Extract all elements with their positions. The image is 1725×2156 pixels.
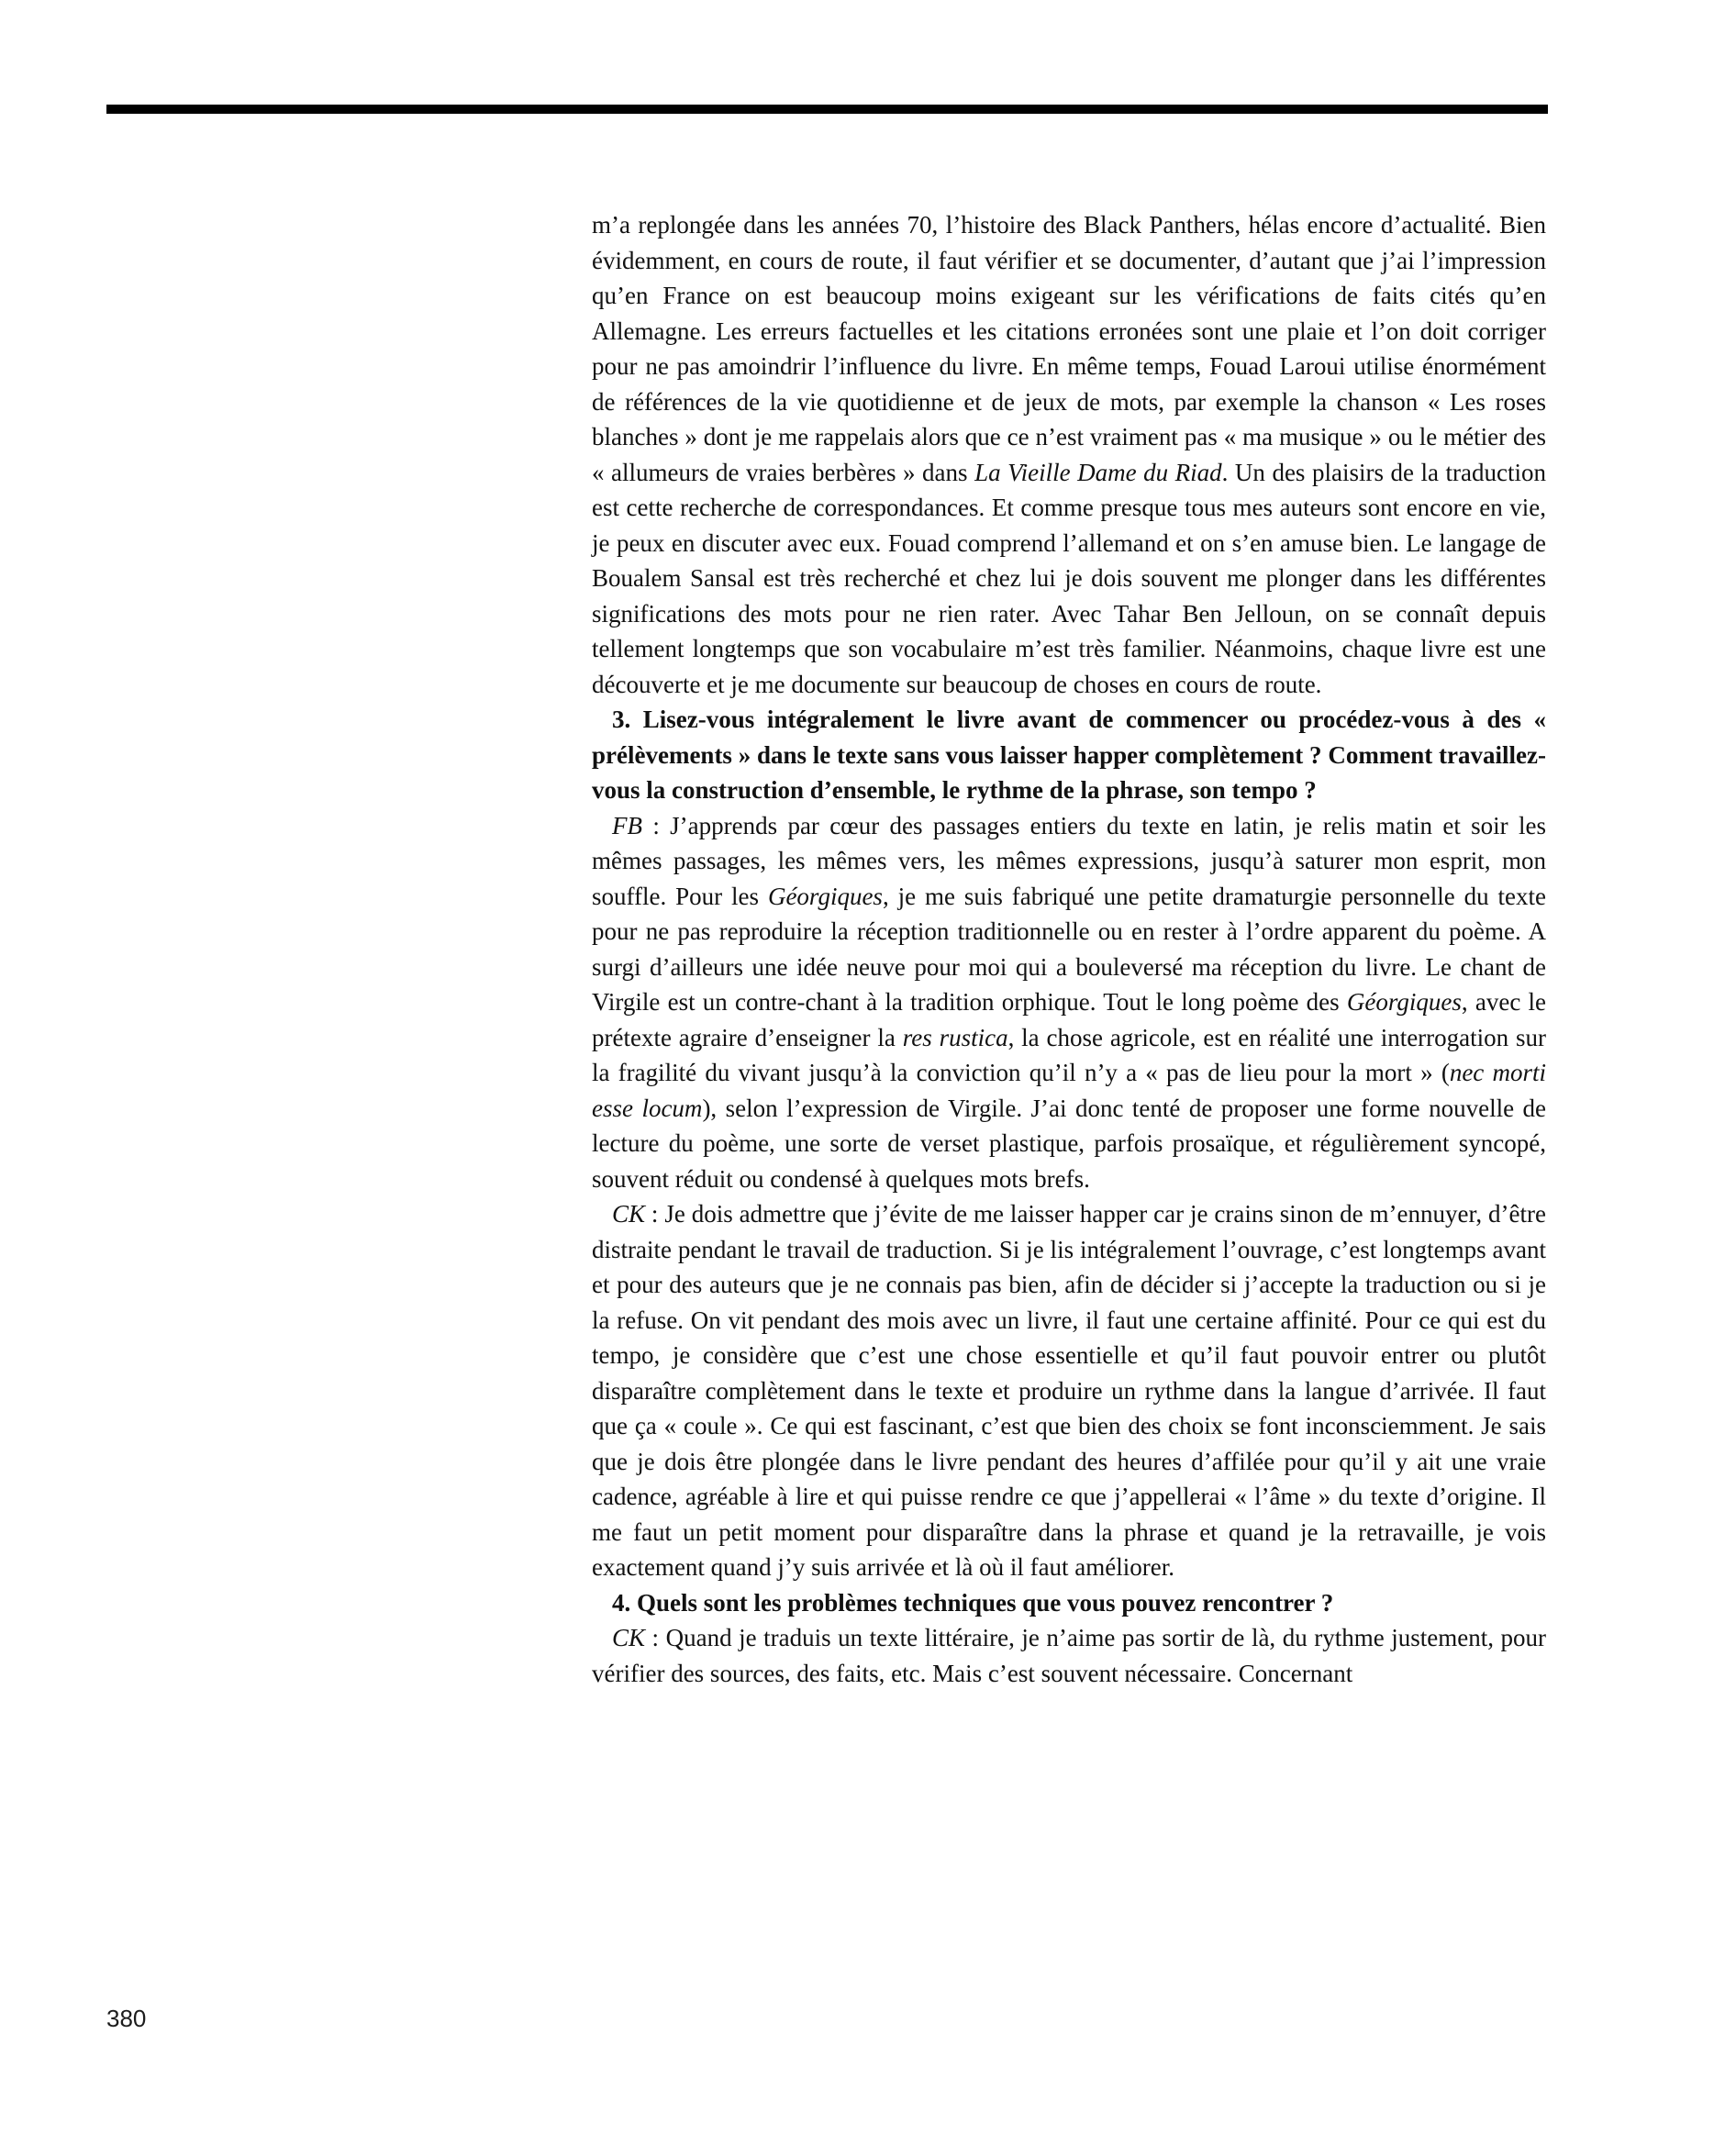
question-3-heading: 3. Lisez-vous intégralement le livre avant de commencer ou procédez-vous à des « prélèvements » dans le texte sans vous laisser happer complètement ? Comment travaillez-vous la construction d’ensemble, le rythme de la phrase, son tempo ? (592, 706, 1546, 804)
text-column (592, 207, 1546, 1691)
question-4-heading: 4. Quels sont les problèmes techniques que vous pouvez rencontrer ? (612, 1588, 1334, 1617)
page-number: 380 (106, 2005, 147, 2032)
answer-ck-paragraph: CK : Je dois admettre que j’évite de me laisser happer car je crains sinon de m’ennuyer, d’être distraite pendant le travail de traduction. Si je lis intégralement l’ouvrage, c’est longtemps avant et pour des auteurs que je ne connais pas bien, afin de décider si j’accepte la traduction ou si je la refuse. On vit pendant des mois avec un livre, il faut une certaine affinité. Pour ce qui est du tempo, je considère que c’est une chose essentielle et qu’il faut pouvoir entrer ou plutôt disparaître complètement dans le texte et produire un rythme dans la langue d’arrivée. Il faut que ça « coule ». Ce qui est fascinant, c’est que bien des choix se font inconsciemment. Je sais que je dois être plongée dans le livre pendant des heures d’affilée pour qu’il y ait une vraie cadence, agréable à lire et qui puisse rendre ce que j’appellerai « l’âme » du texte d’origine. Il me faut un petit moment pour disparaître dans la phrase et quand je la retravaille, je vois exactement quand j’y suis arrivée et là où il faut améliorer. (592, 1200, 1546, 1581)
answer-fb-paragraph: FB : J’apprends par cœur des passages entiers du texte en latin, je relis matin et soir les mêmes passages, les mêmes vers, les mêmes expressions, jusqu’à saturer mon esprit, mon souffle. Pour les Géorgiques, je me suis fabriqué une petite dramaturgie personnelle du texte pour ne pas reproduire la réception traditionnelle ou en rester à l’ordre apparent du poème. A surgi d’ailleurs une idée neuve pour moi qui a bouleversé ma réception du livre. Le chant de Virgile est un contre-chant à la tradition orphique. Tout le long poème des Géorgiques, avec le prétexte agraire d’enseigner la res rustica, la chose agricole, est en réalité une interrogation sur la fragilité du vivant jusqu’à la conviction qu’il n’y a « pas de lieu pour la mort » (nec morti esse locum), selon l’expression de Virgile. J’ai donc tenté de proposer une forme nouvelle de lecture du poème, une sorte de verset plastique, parfois prosaïque, et régulièrement syncopé, souvent réduit ou condensé à quelques mots brefs. (592, 811, 1547, 1193)
answer-ck-2-paragraph: CK : Quand je traduis un texte littéraire, je n’aime pas sortir de là, du rythme justement, pour vérifier des sources, des faits, etc. Mais c’est souvent nécessaire. Concernant (592, 1624, 1546, 1687)
header-rule (106, 105, 1548, 114)
paragraph-continuation: m’a replongée dans les années 70, l’histoire des Black Panthers, hélas encore d’actualité. Bien évidemment, en cours de route, il faut vérifier et se documenter, d’autant que j’ai l’impression qu’en France on est beaucoup moins exigeant sur les vérifications de faits cités qu’en Allemagne. Les erreurs factuelles et les citations erronées sont une plaie et l’on doit corriger pour ne pas amoindrir l’influence du livre. En même temps, Fouad Laroui utilise énormément de références de la vie quotidienne et de jeux de mots, par exemple la chanson « Les roses blanches » dont je me rappelais alors que ce n’est vraiment pas « ma musique » ou le métier des « allumeurs de vraies berbères » dans La Vieille Dame du Riad. Un des plaisirs de la traduction est cette recherche de correspondances. Et comme presque tous mes auteurs sont encore en vie, je peux en discuter avec eux. Fouad comprend l’allemand et on s’en amuse bien. Le langage de Boualem Sansal est très recherché et chez lui je dois souvent me plonger dans les différentes significations des mots pour ne rien rater. Avec Tahar Ben Jelloun, on se connaît depuis tellement longtemps que son vocabulaire m’est très familier. Néanmoins, chaque livre est une découverte et je me documente sur beaucoup de choses en cours de route. (592, 211, 1546, 698)
